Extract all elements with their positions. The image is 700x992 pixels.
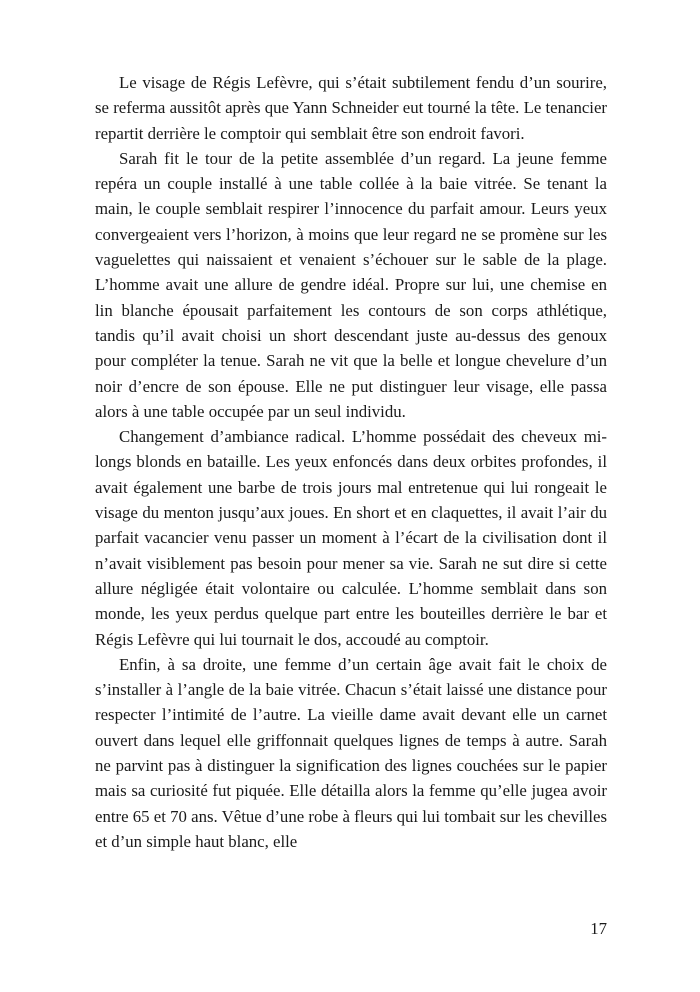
paragraph-2: Sarah fit le tour de la petite assemblée d’un regard. La jeune femme repéra un couple installé à une table collée à la baie vitrée. Se tenant la main, le couple semblait respirer l’innocence du parfait amour. Leurs yeux convergeaient vers l’horizon, à moins que leur regard ne se promène sur les vaguelettes qui naissaient et venaient s’échouer sur le sable de la plage. L’homme avait une allure de gendre idéal. Propre sur lui, une chemise en lin blanche épousait parfaitement les contours de son corps athlétique, tandis qu’il avait choisi un short descendant juste au-dessus des genoux pour compléter la tenue. Sarah ne vit que la belle et longue chevelure d’un noir d’encre de son épouse. Elle ne put distinguer leur visage, elle passa alors à une table occupée par un seul individu. bbox=[95, 148, 607, 421]
paragraph-1: Le visage de Régis Lefèvre, qui s’était subtilement fendu d’un sourire, se referma aussitôt après que Yann Schneider eut tourné la tête. Le tenancier repartit derrière le comptoir qui semblait être son endroit favori. bbox=[95, 73, 607, 143]
paragraph-3: Changement d’ambiance radical. L’homme possédait des cheveux mi-longs blonds en bataille. Les yeux enfoncés dans deux orbites profondes, il avait également une barbe de trois jours mal entretenue qui lui rongeait le visage du menton jusqu’aux joues. En short et en claquettes, il avait l’air du parfait vacancier venu passer un moment à l’écart de la civilisation dont il n’avait visiblement pas besoin pour mener sa vie. Sarah ne sut dire si cette allure négligée était volontaire ou calculée. L’homme semblait dans son monde, les yeux perdus quelque part entre les bouteilles derrière le bar et Régis Lefèvre qui lui tournait le dos, accoudé au comptoir. bbox=[95, 427, 607, 649]
page-number: 17 bbox=[590, 919, 607, 938]
body-text bbox=[95, 70, 607, 854]
paragraph-4: Enfin, à sa droite, une femme d’un certain âge avait fait le choix de s’installer à l’angle de la baie vitrée. Chacun s’était laissé une distance pour respecter l’intimité de l’autre. La vieille dame avait devant elle un carnet ouvert dans lequel elle griffonnait quelques lignes de temps à autre. Sarah ne parvint pas à distinguer la signification des lignes couchées sur le papier mais sa curiosité fut piquée. Elle détailla alors la femme qu’elle jugea avoir entre 65 et 70 ans. Vêtue d’une robe à fleurs qui lui tombait sur les chevilles et d’un simple haut blanc, elle bbox=[95, 654, 607, 851]
